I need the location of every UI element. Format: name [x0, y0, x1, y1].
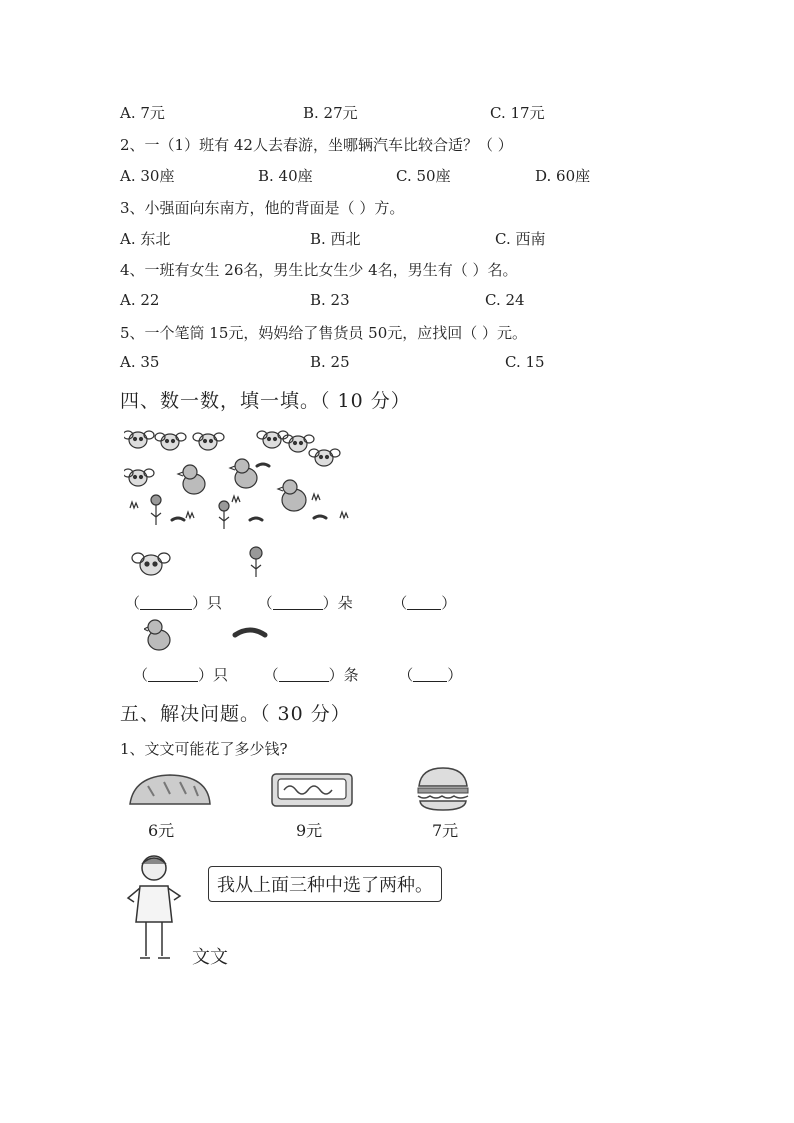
worm-icon [232, 626, 268, 640]
bee-count-blank[interactable] [140, 595, 192, 610]
q3-option-b: B. 西北 [310, 230, 361, 248]
q5-option-c: C. 15 [505, 353, 545, 371]
q1-option-b: B. 27元 [303, 104, 358, 122]
counting-scene-image [124, 422, 360, 534]
paren-open: （ [257, 594, 273, 612]
flower-count-blank[interactable] [273, 595, 323, 610]
paren-open: （ [398, 666, 414, 684]
paren-open: （ [133, 666, 149, 684]
worm-icon [314, 516, 326, 518]
worm-icon [250, 518, 262, 520]
q4-text: 4、一班有女生 26名，男生比女生少 4名，男生有（ ）名。 [120, 261, 518, 279]
bee-icon [309, 449, 340, 466]
q1-option-c: C. 17元 [490, 104, 545, 122]
boy-wenwen-illustration [122, 852, 188, 964]
bee-icon [124, 469, 154, 486]
paren-close: ） [447, 666, 463, 684]
q3-option-a: A. 东北 [120, 230, 171, 248]
chick-unit: ）只 [198, 666, 229, 684]
worm-count-blank[interactable] [279, 667, 329, 682]
flower-unit: ）朵 [322, 594, 353, 612]
row2-extra-blank[interactable] [413, 667, 447, 682]
section5-title: 五、解决问题。（ 30 分） [120, 703, 351, 725]
chick-icon [278, 480, 306, 511]
q4-option-a: A. 22 [120, 291, 160, 309]
section4-title: 四、数一数，填一填。（ 10 分） [120, 390, 411, 412]
q2-option-b: B. 40座 [258, 167, 313, 185]
paren-close: ） [441, 594, 457, 612]
q5-option-a: A. 35 [120, 353, 160, 371]
q5-text: 5、一个笔筒 15元，妈妈给了售货员 50元，应找回（ ）元。 [120, 324, 528, 342]
section5-q1-text: 1、文文可能花了多少钱? [120, 740, 288, 758]
hamburger-icon [415, 766, 471, 812]
q2-option-d: D. 60座 [535, 167, 591, 185]
bee-icon [124, 431, 154, 448]
hamburger-price: 7元 [432, 821, 459, 840]
row1-extra-blank[interactable] [407, 595, 441, 610]
q3-text: 3、小强面向东南方，他的背面是（ ）方。 [120, 199, 405, 217]
chocolate-price: 9元 [296, 821, 323, 840]
chocolate-bar-icon [270, 770, 354, 810]
flower-icon [219, 501, 229, 529]
flower-icon [151, 495, 161, 525]
worm-icon [257, 464, 269, 466]
boy-name-label: 文文 [192, 947, 228, 968]
bee-icon [155, 433, 186, 450]
chick-icon [230, 459, 257, 488]
q4-option-b: B. 23 [310, 291, 350, 309]
bee-icon [130, 545, 172, 581]
count-row-2 [133, 664, 462, 685]
bread-price: 6元 [148, 821, 175, 840]
q2-option-a: A. 30座 [120, 167, 175, 185]
worm-icon [172, 518, 184, 520]
bee-unit: ）只 [192, 594, 223, 612]
speech-bubble: 我从上面三种中选了两种。 [208, 866, 442, 902]
chick-icon [178, 465, 205, 494]
q4-option-c: C. 24 [485, 291, 525, 309]
q2-option-c: C. 50座 [396, 167, 451, 185]
q5-option-b: B. 25 [310, 353, 350, 371]
paren-open: （ [125, 594, 141, 612]
paren-open: （ [263, 666, 279, 684]
q1-option-a: A. 7元 [120, 104, 165, 122]
flower-icon [246, 545, 266, 579]
worm-unit: ）条 [328, 666, 359, 684]
count-row-1 [125, 592, 456, 613]
paren-open: （ [392, 594, 408, 612]
q3-option-c: C. 西南 [495, 230, 546, 248]
chick-count-blank[interactable] [148, 667, 198, 682]
bee-icon [193, 433, 224, 450]
chick-icon [144, 616, 172, 652]
q2-text: 2、一（1）班有 42人去春游，坐哪辆汽车比较合适？（ ） [120, 136, 513, 154]
bread-icon [128, 772, 212, 808]
